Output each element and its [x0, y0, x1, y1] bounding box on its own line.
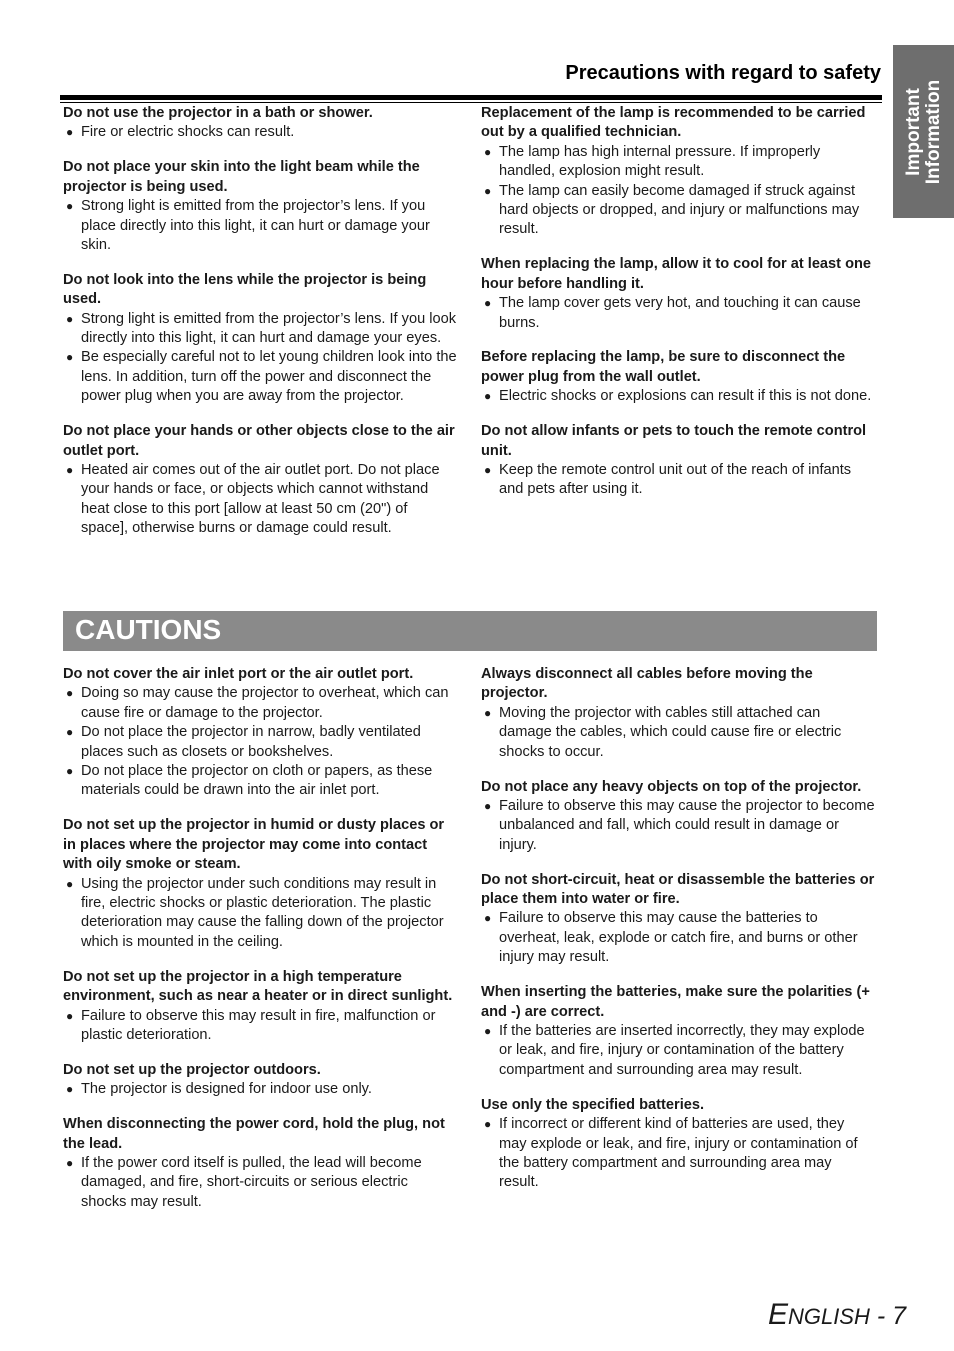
bullet-dot-icon: ●: [484, 798, 492, 813]
precaution-item: [481, 348, 875, 406]
cautions-right-column: [481, 665, 875, 1208]
bullet-dot-icon: ●: [66, 764, 74, 779]
precaution-bullet: [63, 762, 457, 801]
precaution-item: [481, 255, 875, 333]
precaution-bullet-text: The lamp cover gets very hot, and touching it can cause burns.: [499, 295, 861, 331]
footer-initial: E: [767, 1298, 788, 1331]
precaution-bullet-text: Failure to observe this may cause the projector to become unbalanced and fall, which could result in damage or injury.: [499, 797, 875, 853]
precaution-bullet: [63, 1007, 457, 1046]
precaution-bullet: [63, 684, 457, 723]
precaution-bullet-text: Strong light is emitted from the projector’s lens. If you look directly into this light, it can hurt and damage your eyes.: [81, 310, 457, 347]
precaution-bullet-text: Failure to observe this may result in fire, malfunction or plastic deterioration.: [81, 1007, 436, 1043]
precaution-bullet: [481, 387, 875, 406]
bullet-dot-icon: ●: [484, 144, 492, 159]
precaution-heading: Do not set up the projector in humid or dusty places or in places where the projector may come into contact with oily smoke or steam.: [63, 817, 445, 873]
precaution-heading: When replacing the lamp, allow it to cool for at least one hour before handling it.: [481, 256, 872, 292]
section-title: Precautions with regard to safety: [565, 62, 881, 84]
precaution-item: [63, 1061, 457, 1100]
precaution-bullet-text: If the batteries are inserted incorrectly, they may explode or leak, and fire, injury or contamination of the battery compartment and surrounding area may result.: [499, 1023, 865, 1078]
precaution-item: [481, 871, 875, 968]
precaution-bullet-text: If incorrect or different kind of batteries are used, they may explode or leak, and fire, injury or contamination of the battery compartment and surrounding area may result.: [499, 1116, 858, 1191]
precaution-bullet-text: The lamp can easily become damaged if struck against hard objects or dropped, and injury or malfunctions may result.: [499, 182, 860, 238]
precaution-heading: Do not place your skin into the light beam while the projector is being used.: [63, 159, 420, 195]
precaution-bullet: [481, 182, 875, 240]
precaution-heading: Do not place your hands or other objects close to the air outlet port.: [63, 423, 455, 459]
precaution-bullet: [63, 875, 457, 953]
precaution-bullet: [63, 461, 457, 539]
side-tab-line1: Important: [902, 87, 924, 176]
precaution-heading: Do not set up the projector in a high temperature environment, such as near a heater or in direct sunlight.: [63, 968, 453, 1005]
precaution-item: [481, 665, 875, 762]
precaution-bullet-text: Failure to observe this may cause the batteries to overheat, leak, explode or catch fire, and burns or other injury may result.: [499, 910, 858, 966]
precaution-bullet: [63, 197, 457, 255]
precaution-bullet-text: Electric shocks or explosions can result if this is not done.: [499, 388, 872, 405]
bullet-dot-icon: ●: [66, 725, 74, 740]
precaution-bullet-text: Moving the projector with cables still attached can damage the cables, which could cause fire or electric shocks to occur.: [499, 704, 842, 760]
cautions-banner: [63, 611, 877, 651]
precaution-heading: Before replacing the lamp, be sure to disconnect the power plug from the wall outlet.: [481, 349, 846, 385]
precaution-item: [63, 271, 457, 407]
precaution-item: [63, 816, 457, 952]
precaution-bullet-text: The projector is designed for indoor use only.: [81, 1081, 372, 1098]
precaution-bullet-text: Keep the remote control unit out of the reach of infants and pets after using it.: [499, 462, 852, 498]
cautions-left-column: [63, 665, 457, 1228]
bullet-dot-icon: ●: [66, 1082, 74, 1097]
bullet-dot-icon: ●: [484, 1024, 492, 1038]
precaution-heading: Use only the specified batteries.: [481, 1096, 705, 1113]
bullet-dot-icon: ●: [484, 463, 492, 477]
precaution-item: [481, 778, 875, 856]
precaution-item: [63, 968, 457, 1046]
precaution-bullet-text: Doing so may cause the projector to overheat, which can cause fire or damage to the projector.: [81, 685, 449, 721]
footer-page-number: - 7: [869, 1302, 906, 1330]
precaution-item: [63, 104, 457, 143]
precaution-heading: When disconnecting the power cord, hold the plug, not the lead.: [63, 1116, 445, 1152]
precaution-item: [481, 1096, 875, 1193]
precaution-bullet-text: Be especially careful not to let young children look into the lens. In addition, turn off the power and disconnect the power plug when you are away from the projector.: [81, 349, 457, 405]
bullet-dot-icon: ●: [484, 389, 492, 404]
precaution-heading: Do not place any heavy objects on top of the projector.: [481, 778, 862, 795]
precaution-bullet: [63, 1154, 457, 1212]
precaution-heading: Do not cover the air inlet port or the air outlet port.: [63, 666, 414, 682]
bullet-dot-icon: ●: [66, 686, 74, 701]
precaution-bullet: [481, 704, 875, 762]
bullet-dot-icon: ●: [66, 311, 74, 326]
warnings-left-column: [63, 104, 457, 554]
precaution-bullet: [63, 1080, 457, 1099]
precaution-bullet: [481, 143, 875, 182]
bullet-dot-icon: ●: [66, 463, 74, 477]
precaution-heading: Replacement of the lamp is recommended to be carried out by a qualified technician.: [481, 105, 866, 141]
cautions-title: CAUTIONS: [75, 614, 222, 645]
precaution-heading: Do not use the projector in a bath or shower.: [63, 105, 373, 121]
precaution-heading: Do not short-circuit, heat or disassemble the batteries or place them into water or fire.: [481, 871, 875, 908]
precaution-item: [481, 422, 875, 500]
precaution-heading: When inserting the batteries, make sure the polarities (+ and -) are correct.: [481, 984, 870, 1020]
footer-word: NGLISH: [787, 1304, 870, 1329]
precaution-bullet: [481, 797, 875, 855]
precaution-item: [63, 1115, 457, 1212]
precaution-bullet: [481, 461, 875, 500]
precaution-bullet: [481, 294, 875, 333]
bullet-dot-icon: ●: [484, 705, 492, 720]
precaution-bullet: [63, 123, 457, 142]
precaution-bullet-text: Do not place the projector on cloth or papers, as these materials could be drawn into the air inlet port.: [81, 763, 433, 799]
header-rule-thick: [60, 95, 882, 100]
precaution-bullet: [63, 310, 457, 349]
precaution-item: [63, 665, 457, 801]
precaution-bullet: [481, 1115, 875, 1193]
precaution-bullet-text: Strong light is emitted from the projector’s lens. If you place directly into this light, it can hurt or damage your skin.: [81, 198, 430, 253]
precaution-heading: Always disconnect all cables before moving the projector.: [481, 666, 813, 702]
side-tab-line2: Information: [922, 79, 944, 184]
bullet-dot-icon: ●: [66, 125, 74, 140]
precaution-bullet: [63, 348, 457, 406]
bullet-dot-icon: ●: [66, 199, 74, 214]
precaution-heading: Do not allow infants or pets to touch the remote control unit.: [481, 423, 867, 459]
bullet-dot-icon: ●: [484, 911, 492, 926]
precaution-bullet-text: Heated air comes out of the air outlet port. Do not place your hands or face, or objects which cannot withstand heat close to this port [allow at least 50 cm (20") of space], otherwise burns or damage could result.: [81, 462, 440, 537]
header-rule-thin: [60, 102, 882, 103]
bullet-dot-icon: ●: [484, 183, 492, 198]
precaution-item: [63, 422, 457, 538]
precaution-bullet: [481, 909, 875, 967]
precaution-bullet-text: If the power cord itself is pulled, the lead will become damaged, and fire, short-circuits or serious electric shocks may result.: [81, 1154, 422, 1210]
precaution-bullet-text: Fire or electric shocks can result.: [81, 124, 295, 141]
precaution-bullet-text: The lamp has high internal pressure. If improperly handled, explosion might result.: [499, 143, 821, 180]
precaution-bullet-text: Using the projector under such conditions may result in fire, electric shocks or plastic deterioration. The plastic deterioration may cause the falling down of the projector which is mounted in the ceiling.: [81, 875, 444, 950]
side-tab-important-information: [893, 45, 954, 218]
precaution-item: [481, 983, 875, 1080]
bullet-dot-icon: ●: [66, 350, 74, 365]
precaution-heading: Do not set up the projector outdoors.: [63, 1061, 321, 1078]
precaution-bullet-text: Do not place the projector in narrow, badly ventilated places such as closets or bookshelves.: [81, 724, 421, 760]
precaution-item: [481, 104, 875, 240]
precaution-bullet: [63, 723, 457, 762]
warnings-right-column: [481, 104, 875, 515]
precaution-item: [63, 158, 457, 255]
bullet-dot-icon: ●: [484, 296, 492, 311]
bullet-dot-icon: ●: [66, 876, 74, 891]
page-footer: [768, 1298, 906, 1332]
precaution-bullet: [481, 1022, 875, 1080]
bullet-dot-icon: ●: [66, 1155, 74, 1170]
bullet-dot-icon: ●: [484, 1117, 492, 1132]
bullet-dot-icon: ●: [66, 1008, 74, 1023]
precaution-heading: Do not look into the lens while the projector is being used.: [63, 271, 427, 308]
